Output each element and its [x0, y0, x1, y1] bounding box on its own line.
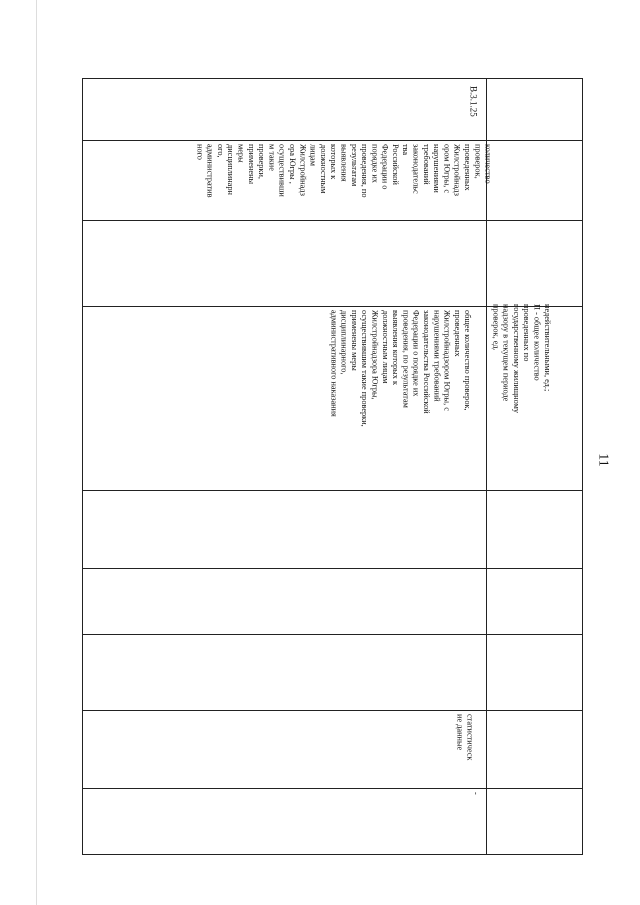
prev-formula-tail: недействительными, ед.; П - общее количество проведенных по государственному жилищному надзору в текущем периоде проверок, ед.	[491, 304, 552, 413]
col-divider-7	[82, 710, 583, 711]
table-border-top	[82, 78, 583, 79]
table-border-left	[82, 78, 83, 855]
page-number: 11	[595, 453, 611, 467]
table-border-right	[582, 78, 583, 855]
data-source: статистическ ие данные	[455, 714, 475, 761]
col-divider-6	[82, 634, 583, 635]
col-divider-1	[82, 140, 583, 141]
scan-edge-line	[36, 0, 37, 905]
col-divider-8	[82, 788, 583, 789]
col-divider-2	[82, 220, 583, 221]
table-border-bottom	[82, 854, 583, 855]
rotated-table	[82, 78, 583, 855]
dash-value: -	[471, 792, 481, 795]
indicator-code: В.3.1.25	[468, 86, 479, 117]
formula-description: общее количество проверок, проведенных Жилстройнадзором Югры, с нарушениями требований законодательства Российской Федерации о порядке их проведения, по результатам выявления которых к должностным лицам Жилстройнадзора Югры, осуществившим такие проверки, применены меры дисциплинарного, административного наказания	[329, 310, 473, 427]
indicator-name: количество проверок, проведенных Жилстройнадз ором Югры, с нарушениями требований законодательс тва Российской Федерации о порядке их проведения, по результатам выявления которых к должностным лицам Жилстройнадз ора Югры , осуществивши м такие проверки, применены меры дисциплинарн ого, административ ного	[195, 144, 493, 198]
col-divider-5	[82, 568, 583, 569]
col-divider-4	[82, 490, 583, 491]
